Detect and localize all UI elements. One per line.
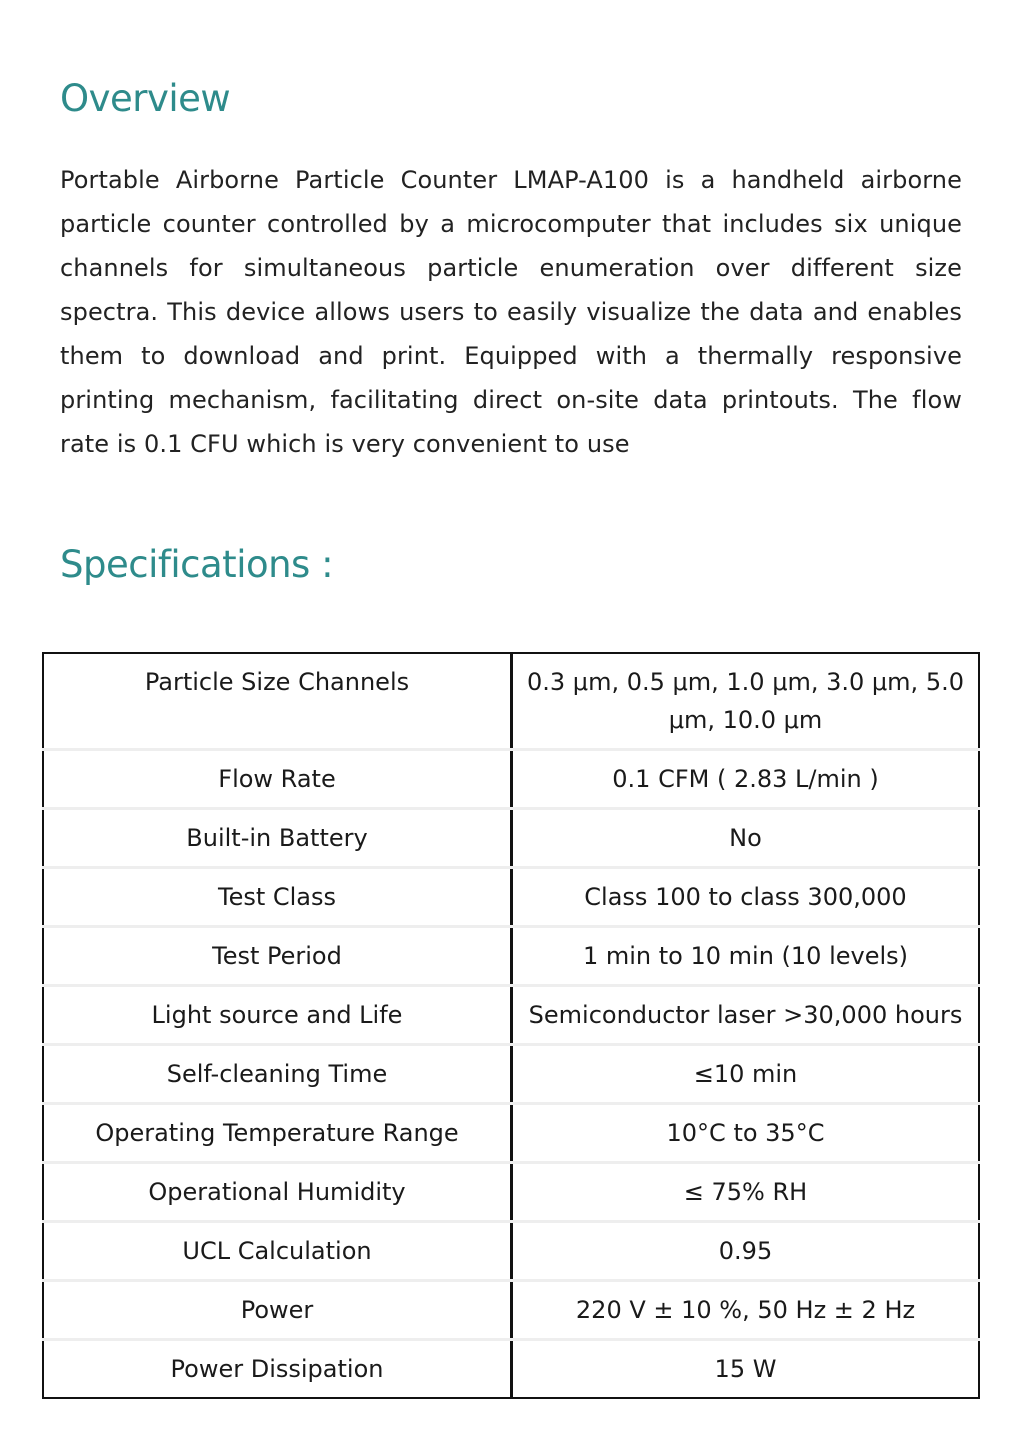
table-row xyxy=(43,927,979,986)
spec-label: Test Period xyxy=(43,927,512,986)
spec-value: ≤10 min xyxy=(512,1045,980,1104)
table-row xyxy=(43,1222,979,1281)
table-row xyxy=(43,1340,979,1399)
table-row xyxy=(43,750,979,809)
spec-label: Operating Temperature Range xyxy=(43,1104,512,1163)
table-row xyxy=(43,1281,979,1340)
spec-label: Operational Humidity xyxy=(43,1163,512,1222)
spec-label: Particle Size Channels xyxy=(43,653,512,750)
spec-value: 0.1 CFM ( 2.83 L/min ) xyxy=(512,750,980,809)
table-row xyxy=(43,809,979,868)
table-row xyxy=(43,1163,979,1222)
specifications-table xyxy=(42,652,980,1399)
specifications-heading: Specifications : xyxy=(60,543,334,586)
table-row xyxy=(43,653,979,750)
spec-label: Test Class xyxy=(43,868,512,927)
table-row xyxy=(43,1104,979,1163)
overview-paragraph: Portable Airborne Particle Counter LMAP-A100 is a handheld airborne particle counter controlled by a microcomputer that includes six unique channels for simultaneous particle enumeration over different size spectra. This device allows users to easily visualize the data and enables them to download and print. Equipped with a thermally responsive printing mechanism, facilitating direct on-site data printouts. The flow rate is 0.1 CFU which is very convenient to use xyxy=(60,166,962,458)
spec-value: 10°C to 35°C xyxy=(512,1104,980,1163)
table-row xyxy=(43,868,979,927)
table-row xyxy=(43,986,979,1045)
spec-value: No xyxy=(512,809,980,868)
spec-label: UCL Calculation xyxy=(43,1222,512,1281)
spec-value: 15 W xyxy=(714,1355,777,1383)
spec-value: 0.3 μm, 0.5 μm, 1.0 μm, 3.0 μm, 5.0 μm, 10.0 μm xyxy=(512,653,980,750)
spec-value: 1 min to 10 min (10 levels) xyxy=(512,927,980,986)
spec-value: 220 V ± 10 %, 50 Hz ± 2 Hz xyxy=(512,1281,980,1340)
table-row xyxy=(43,1045,979,1104)
spec-value: Semiconductor laser >30,000 hours xyxy=(512,986,980,1045)
spec-label: Built-in Battery xyxy=(43,809,512,868)
spec-label: Light source and Life xyxy=(43,986,512,1045)
spec-value: Class 100 to class 300,000 xyxy=(512,868,980,927)
overview-heading: Overview xyxy=(60,77,231,120)
spec-value: 0.95 xyxy=(512,1222,980,1281)
spec-label: Self-cleaning Time xyxy=(43,1045,512,1104)
spec-label: Power xyxy=(43,1281,512,1340)
spec-value: ≤ 75% RH xyxy=(512,1163,980,1222)
spec-label: Power Dissipation xyxy=(43,1340,512,1399)
spec-label: Flow Rate xyxy=(43,750,512,809)
